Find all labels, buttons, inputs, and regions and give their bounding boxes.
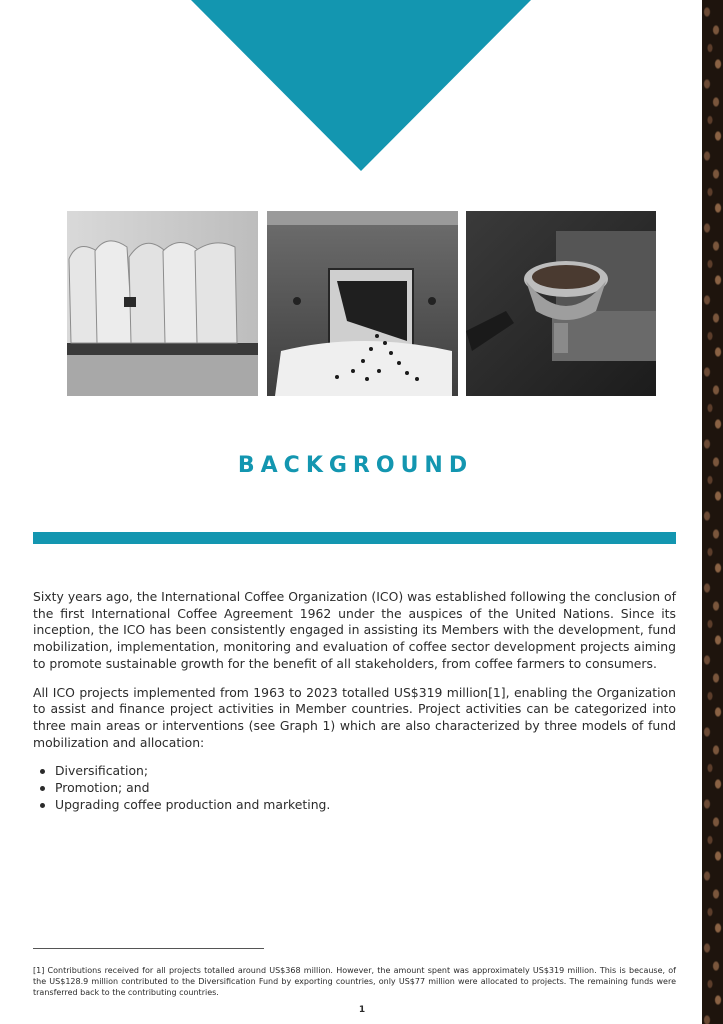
coffee-sacks-photo <box>67 211 258 396</box>
paragraph-intro: Sixty years ago, the International Coffee Organization (ICO) was established following the conclusion of the first International Coffee Agreement 1962 under the auspices of the United Nations. Since its inception, the ICO has been consistently engaged in assisting its Members with the development, fund mobilization, implementation, monitoring and evaluation of coffee sector development projects aiming to promote sustainable growth for the benefit of all stakeholders, from coffee farmers to consumers. <box>33 589 676 671</box>
paragraph-projects: All ICO projects implemented from 1963 to 2023 totalled US$319 million[1], enabling the Organization to assist and finance project activities in Member countries. Project activities can be categorized into three main areas or interventions (see Graph 1) which are also characterized by three models of fund mobilization and allocation: <box>33 684 676 750</box>
footnote: [1] Contributions received for all projects totalled around US$368 million. However, the amount spent was approximately US$319 million. This is because, of the US$128.9 million contributed to the Diversification Fund by exporting countries, only US$77 million were allocated to projects. The remaining funds were transferred back to the contributing countries. <box>33 966 676 997</box>
page-number: 1 <box>358 1005 366 1015</box>
title-underline-bar <box>33 532 676 544</box>
interventions-list <box>33 763 676 813</box>
header-triangle <box>0 0 723 175</box>
section-title: BACKGROUND <box>237 453 474 478</box>
footnote-divider <box>33 948 264 949</box>
coffee-beans-border <box>702 0 723 1024</box>
coffee-roaster-photo <box>267 211 458 396</box>
body-text <box>33 589 676 813</box>
list-item: Upgrading coffee production and marketing. <box>33 797 676 814</box>
espresso-portafilter-photo <box>466 211 656 396</box>
list-item: Diversification; <box>33 763 676 780</box>
list-item: Promotion; and <box>33 780 676 797</box>
